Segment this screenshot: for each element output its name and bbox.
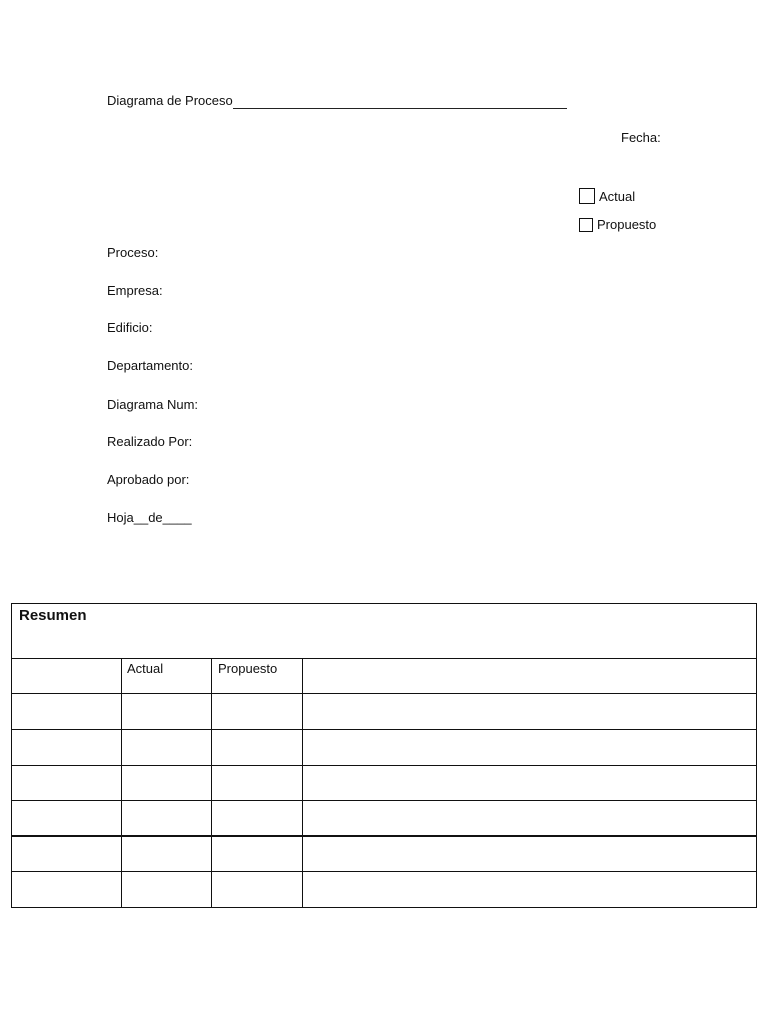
- actual-checkbox[interactable]: [579, 188, 595, 204]
- field-edificio: Edificio:: [107, 320, 153, 335]
- field-hoja: Hoja__de____: [107, 510, 192, 525]
- proposed-label: Propuesto: [597, 217, 657, 232]
- field-empresa: Empresa:: [107, 283, 163, 298]
- row-divider: [12, 658, 756, 659]
- row-divider: [12, 800, 756, 801]
- actual-option[interactable]: [579, 188, 635, 204]
- column-divider: [211, 658, 212, 907]
- field-aprobado-por: Aprobado por:: [107, 472, 190, 487]
- date-label: Fecha:: [621, 130, 661, 145]
- form-title: Diagrama de Proceso: [107, 93, 233, 108]
- row-divider: [12, 871, 756, 872]
- column-header-propuesto: Propuesto: [218, 661, 278, 676]
- title-underline[interactable]: [233, 108, 567, 109]
- field-departamento: Departamento:: [107, 358, 193, 373]
- field-realizado-por: Realizado Por:: [107, 434, 193, 449]
- column-header-actual: Actual: [127, 661, 164, 676]
- proposed-checkbox[interactable]: [579, 218, 593, 232]
- row-divider: [12, 693, 756, 694]
- row-divider: [12, 765, 756, 766]
- column-divider: [121, 658, 122, 907]
- field-diagrama-num: Diagrama Num:: [107, 397, 199, 412]
- row-divider: [12, 729, 756, 730]
- column-divider: [302, 658, 303, 907]
- summary-table: [11, 603, 757, 908]
- proposed-option[interactable]: [579, 217, 656, 232]
- field-proceso: Proceso:: [107, 245, 159, 260]
- summary-title: Resumen: [19, 607, 87, 624]
- row-divider: [12, 835, 756, 837]
- actual-label: Actual: [599, 188, 636, 204]
